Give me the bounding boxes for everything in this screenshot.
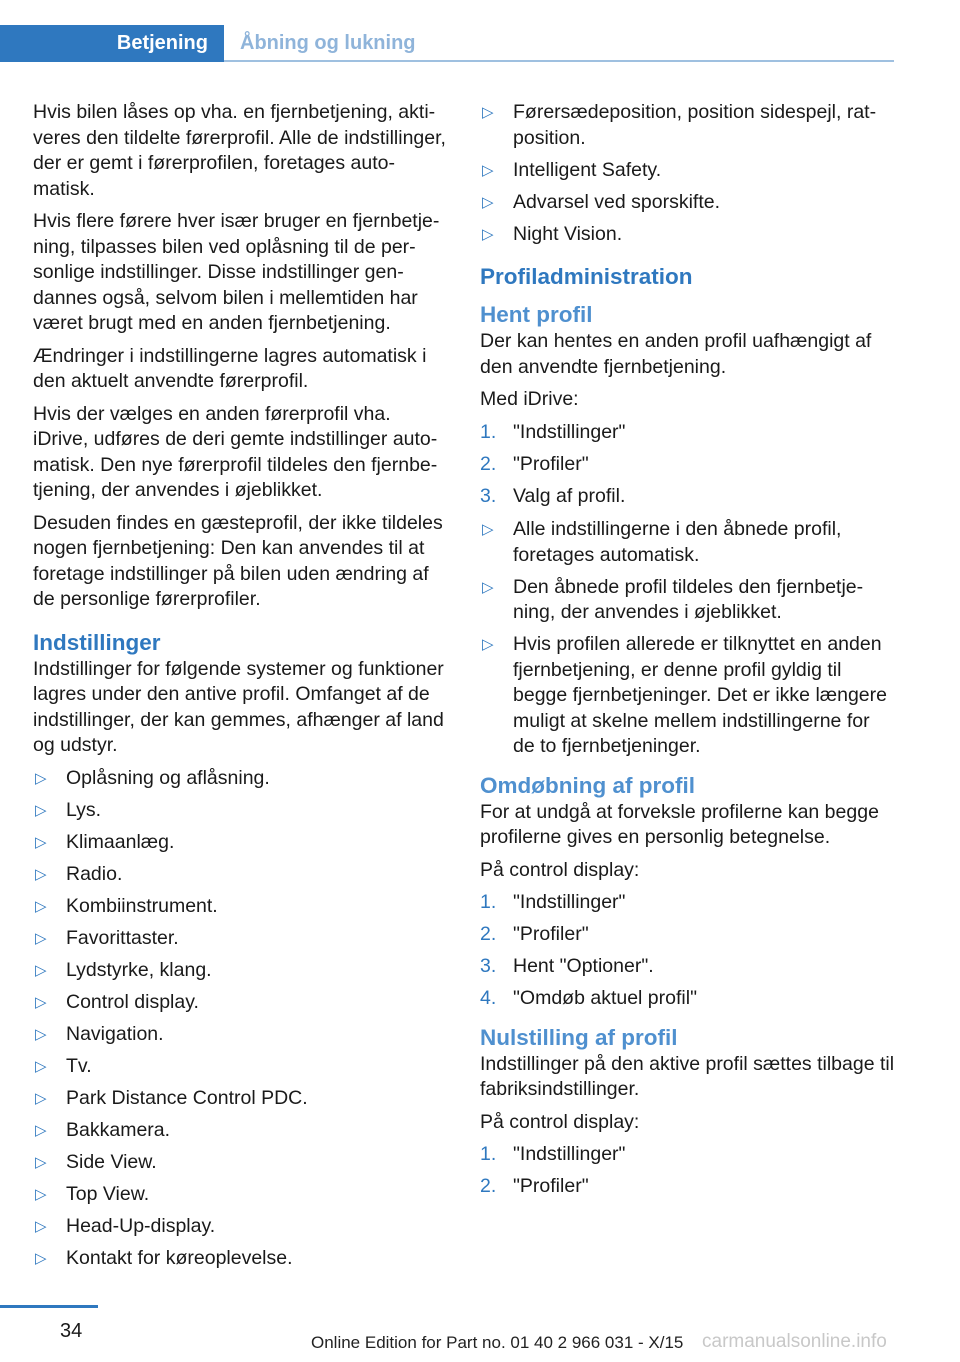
- triangle-bullet-icon: ▷: [35, 929, 47, 947]
- list-item: ▷ Den åbnede profil tildeles den fjernbetjening, der anvendes i øjeblikket.: [482, 575, 864, 623]
- list-item: ▷ Side View.: [33, 1150, 448, 1176]
- triangle-bullet-icon: ▷: [35, 961, 47, 979]
- list-item: ▷ Intelligent Safety.: [480, 158, 895, 184]
- list-item: ▷ Control display.: [33, 990, 448, 1016]
- list-item: ▷ Førersædeposition, position sidespejl, ratposition.: [482, 101, 877, 149]
- edition-note: Online Edition for Part no. 01 40 2 966 031 - X/15: [311, 1333, 684, 1352]
- paragraph: Desuden findes en gæsteprofil, der ikke tildeles nogen fjernbetjening: Den kan anvendes til at foretage indstillinger på bilen uden ændring af de personlige førerprofiler.: [33, 511, 443, 610]
- list-item: ▷ Park Distance Control PDC.: [33, 1086, 448, 1112]
- list-item: ▷ Tv.: [33, 1054, 448, 1080]
- rename-profile-lead: På control display:: [480, 858, 640, 881]
- triangle-bullet-icon: ▷: [482, 161, 494, 179]
- step-item: 2. "Profiler": [480, 1175, 589, 1197]
- section-tab: Betjening: [0, 25, 224, 62]
- step-item: 3. Valg af profil.: [480, 484, 626, 507]
- list-item: ▷ Oplåsning og aflåsning.: [33, 766, 448, 792]
- step-item: 2. "Profiler": [480, 923, 589, 945]
- list-item: ▷ Night Vision.: [480, 222, 895, 248]
- triangle-bullet-icon: ▷: [35, 769, 47, 787]
- step-item: 1. "Indstillinger": [480, 420, 626, 443]
- settings-list-continued: [480, 100, 895, 247]
- list-item: ▷ Lydstyrke, klang.: [33, 958, 448, 984]
- reset-profile-lead: På control display:: [480, 1110, 640, 1133]
- fetch-profile-heading: Hent profil: [480, 302, 593, 327]
- paragraph: Ændringer i indstillingerne lagres automatisk i den aktuelt anvendte førerprofil.: [33, 344, 427, 392]
- triangle-bullet-icon: ▷: [482, 193, 494, 211]
- step-item: 1. "Indstillinger": [480, 1143, 626, 1165]
- rename-profile-heading: Omdøbning af profil: [480, 772, 695, 798]
- triangle-bullet-icon: ▷: [482, 636, 494, 653]
- list-item: ▷ Radio.: [33, 862, 448, 888]
- triangle-bullet-icon: ▷: [35, 993, 47, 1011]
- triangle-bullet-icon: ▷: [35, 1249, 47, 1267]
- step-item: 4. "Omdøb aktuel profil": [480, 987, 697, 1009]
- triangle-bullet-icon: ▷: [482, 578, 494, 596]
- subsection-tab: Åbning og lukning: [240, 32, 416, 54]
- triangle-bullet-icon: ▷: [35, 897, 47, 915]
- settings-intro: Indstillinger for følgende systemer og funktioner lagres under den antive profil. Omfanget af de indstillinger, der kan gemmes, afhænger af land og udstyr.: [33, 657, 444, 756]
- triangle-bullet-icon: ▷: [35, 1185, 47, 1203]
- watermark: carmanualsonline.info: [702, 1331, 887, 1352]
- header-rule: [224, 60, 894, 62]
- triangle-bullet-icon: ▷: [35, 833, 47, 851]
- list-item: ▷ Kombiinstrument.: [33, 894, 448, 920]
- fetch-profile-lead: Med iDrive:: [480, 388, 579, 410]
- list-item: ▷ Navigation.: [33, 1022, 448, 1048]
- left-column: [33, 100, 448, 1279]
- paragraph: Hvis bilen låses op vha. en fjernbetjening, aktiveres den tildelte førerprofil. Alle de indstillinger, der er gemt i førerprofilen, foretages automatisk.: [33, 101, 446, 200]
- triangle-bullet-icon: ▷: [35, 1025, 47, 1043]
- triangle-bullet-icon: ▷: [35, 1089, 47, 1107]
- step-item: 1. "Indstillinger": [480, 891, 626, 913]
- list-item: ▷ Favorittaster.: [33, 926, 448, 952]
- list-item: ▷ Alle indstillingerne i den åbnede profil, foretages automatisk.: [482, 518, 842, 566]
- step-item: 3. Hent "Optioner".: [480, 955, 654, 977]
- list-item: ▷ Bakkamera.: [33, 1118, 448, 1144]
- list-item: ▷ Advarsel ved sporskifte.: [480, 190, 895, 216]
- triangle-bullet-icon: ▷: [35, 1057, 47, 1075]
- triangle-bullet-icon: ▷: [35, 865, 47, 883]
- settings-heading: Indstillinger: [33, 629, 161, 655]
- reset-steps: [480, 1142, 895, 1200]
- triangle-bullet-icon: ▷: [482, 225, 494, 243]
- list-item: ▷ Hvis profilen allerede er tilknyttet en anden fjernbetjening, er denne profil gyldig til begge fjernbetjeninger. Det er ikke længere muligt at skelne mellem indstillingerne for de to fjernbetjeninger.: [482, 633, 887, 757]
- rename-steps: [480, 890, 895, 1012]
- triangle-bullet-icon: ▷: [482, 521, 494, 538]
- triangle-bullet-icon: ▷: [35, 1153, 47, 1171]
- list-item: ▷ Klimaanlæg.: [33, 830, 448, 856]
- fetch-notes: [480, 517, 895, 760]
- list-item: ▷ Lys.: [33, 798, 448, 824]
- fetch-steps: [480, 420, 895, 510]
- triangle-bullet-icon: ▷: [35, 801, 47, 819]
- settings-list: [33, 766, 448, 1272]
- list-item: ▷ Kontakt for køreoplevelse.: [33, 1246, 448, 1272]
- reset-profile-heading: Nulstilling af profil: [480, 1024, 678, 1050]
- page-header: [0, 0, 960, 62]
- triangle-bullet-icon: ▷: [482, 104, 494, 121]
- profile-admin-heading: Profiladministration: [480, 264, 693, 289]
- triangle-bullet-icon: ▷: [35, 1121, 47, 1139]
- triangle-bullet-icon: ▷: [35, 1217, 47, 1235]
- page-number: 34: [60, 1320, 83, 1342]
- reset-profile-text: Indstillinger på den aktive profil sættes tilbage til fabriksindstillinger.: [480, 1052, 895, 1100]
- right-column: [480, 100, 895, 1208]
- paragraph: Hvis der vælges en anden førerprofil vha. iDrive, udføres de deri gemte indstillinger automatisk. Den nye førerprofil tildeles den fjernbetjening, der anvendes i øjeblikket.: [33, 402, 438, 501]
- footer-rule: [0, 1305, 98, 1308]
- list-item: ▷ Top View.: [33, 1182, 448, 1208]
- list-item: ▷ Head-Up-display.: [33, 1214, 448, 1240]
- step-item: 2. "Profiler": [480, 452, 589, 475]
- fetch-profile-text: Der kan hentes en anden profil uafhængigt af den anvendte fjernbetjening.: [480, 330, 872, 378]
- rename-profile-text: For at undgå at forveksle profilerne kan begge profilerne gives en personlig betegnelse.: [480, 800, 879, 848]
- paragraph: Hvis flere førere hver især bruger en fjernbetjening, tilpasses bilen ved oplåsning til de personlige indstillinger. Disse indstillinger gendannes også, selvom bilen i mellemtiden har været brugt med en anden fjernbetjening.: [33, 210, 440, 334]
